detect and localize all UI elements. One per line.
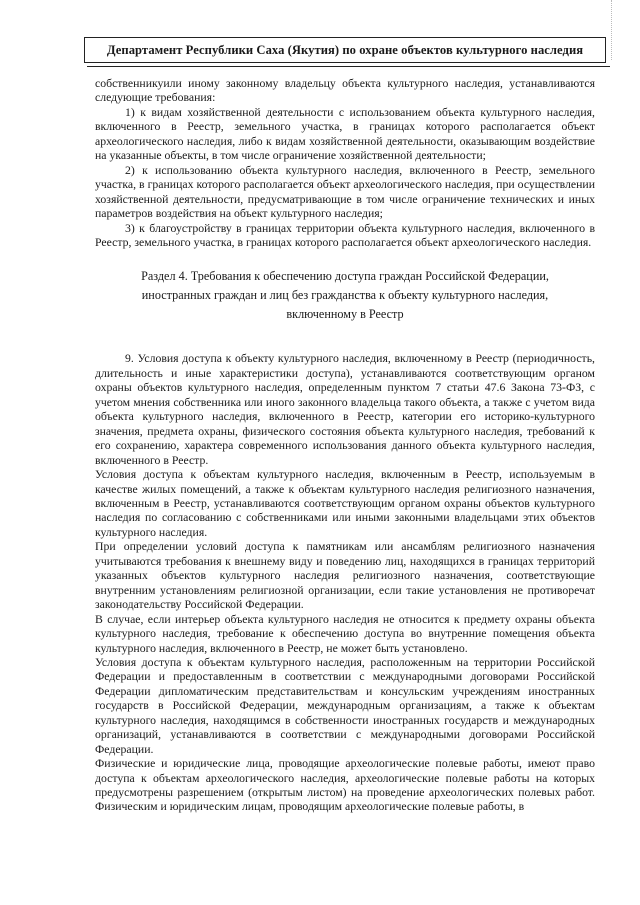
section-heading-line-1: Раздел 4. Требования к обеспечению доступа граждан Российской Федерации, — [141, 269, 549, 284]
section-heading — [95, 267, 595, 324]
paragraph-religious-monuments: При определении условий доступа к памятникам или ансамблям религиозного назначения учитываются требования к внешнему виду и поведению лиц, находящихся в границах территорий указанных объектов культурного наследия религиозного назначения, соответствующие внутренним установлениям религиозной организации, если такие установления не противоречат законодательству Российской Федерации. — [95, 540, 595, 612]
paragraph-diplomatic: Условия доступа к объектам культурного наследия, расположенным на территории Российской Федерации и предоставленным в соответствии с международными договорами Российской Федерации дипломатическим представительствам и консульским учреждениям иностранных государств в Российской Федерации, международным организациям, а также к объектам культурного наследия, находящимся в собственности иностранных государств и международных организаций, устанавливаются в соответствии с международными договорами Российской Федерации. — [95, 655, 595, 756]
scan-edge-mark — [610, 0, 612, 60]
paragraph-residential-religious: Условия доступа к объектам культурного наследия, включенным в Реестр, используемым в качестве жилых помещений, а также к объектам культурного наследия религиозного назначения, включенным в Реестр, устанавливаются соответствующим органом охраны объектов культурного наследия по согласованию с собственниками или иными законными владельцами этих объектов культурного наследия. — [95, 468, 595, 539]
paragraph-access-conditions: 9. Условия доступа к объекту культурного наследия, включенному в Реестр (периодичность, длительность и иные характеристики доступа), устанавливаются соответствующим органом охраны объектов культурного наследия, определенным пунктом 7 статьи 47.6 Закона 73-ФЗ, с учетом мнения собственника или иного законного владельца такого объекта, а также с учетом вида объекта культурного наследия, включенного в Реестр, категории его историко-культурного значения, предмета охраны, физического состояния объекта культурного наследия, требований к его сохранению, характера современного использования данного объекта культурного наследия, включенного в Реестр. — [95, 352, 595, 467]
section-heading-line-3: включенному в Реестр — [286, 307, 404, 322]
document-body — [95, 77, 595, 815]
requirement-item-1: 1) к видам хозяйственной деятельности с использованием объекта культурного наследия, включенного в Реестр, земельного участка, в границах которого располагается объект археологического наследия, либо к видам хозяйственной деятельности, оказывающим воздействие на указанные объекты, в том числе ограничение хозяйственной деятельности; — [95, 105, 595, 163]
section-heading-line-2: иностранных граждан и лиц без гражданства к объекту культурного наследия, — [141, 288, 549, 303]
document-header — [84, 37, 606, 63]
header-title: Департамент Республики Саха (Якутия) по охране объектов культурного наследия — [106, 42, 584, 57]
paragraph-requirements-intro: собственникуили иному законному владельцу объекта культурного наследия, устанавливаются следующие требования: — [95, 77, 595, 105]
paragraph-interior: В случае, если интерьер объекта культурного наследия не относится к предмету охраны объекта культурного наследия, требование к обеспечению доступа во внутренние помещения объекта культурного наследия, включенного в Реестр, не может быть установлено. — [95, 612, 595, 655]
requirement-item-3: 3) к благоустройству в границах территории объекта культурного наследия, включенного в Реестр, земельного участка, в границах которого располагается объект археологического наследия. — [95, 221, 595, 249]
paragraph-archaeological: Физические и юридические лица, проводящие археологические полевые работы, имеют право доступа к объектам археологического наследия, археологические полевые работы на которых предусмотрены разрешением (открытым листом) на проведение археологических полевых работ. Физическим и юридическим лицам, проводящим археологические полевые работы, в — [95, 757, 595, 814]
requirement-item-2: 2) к использованию объекта культурного наследия, включенного в Реестр, земельного участка, в границах которого располагается объект археологического наследия, при осуществлении хозяйственной деятельности, предусматривающие в том числе ограничение технических и иных параметров воздействия на объект культурного наследия; — [95, 163, 595, 221]
